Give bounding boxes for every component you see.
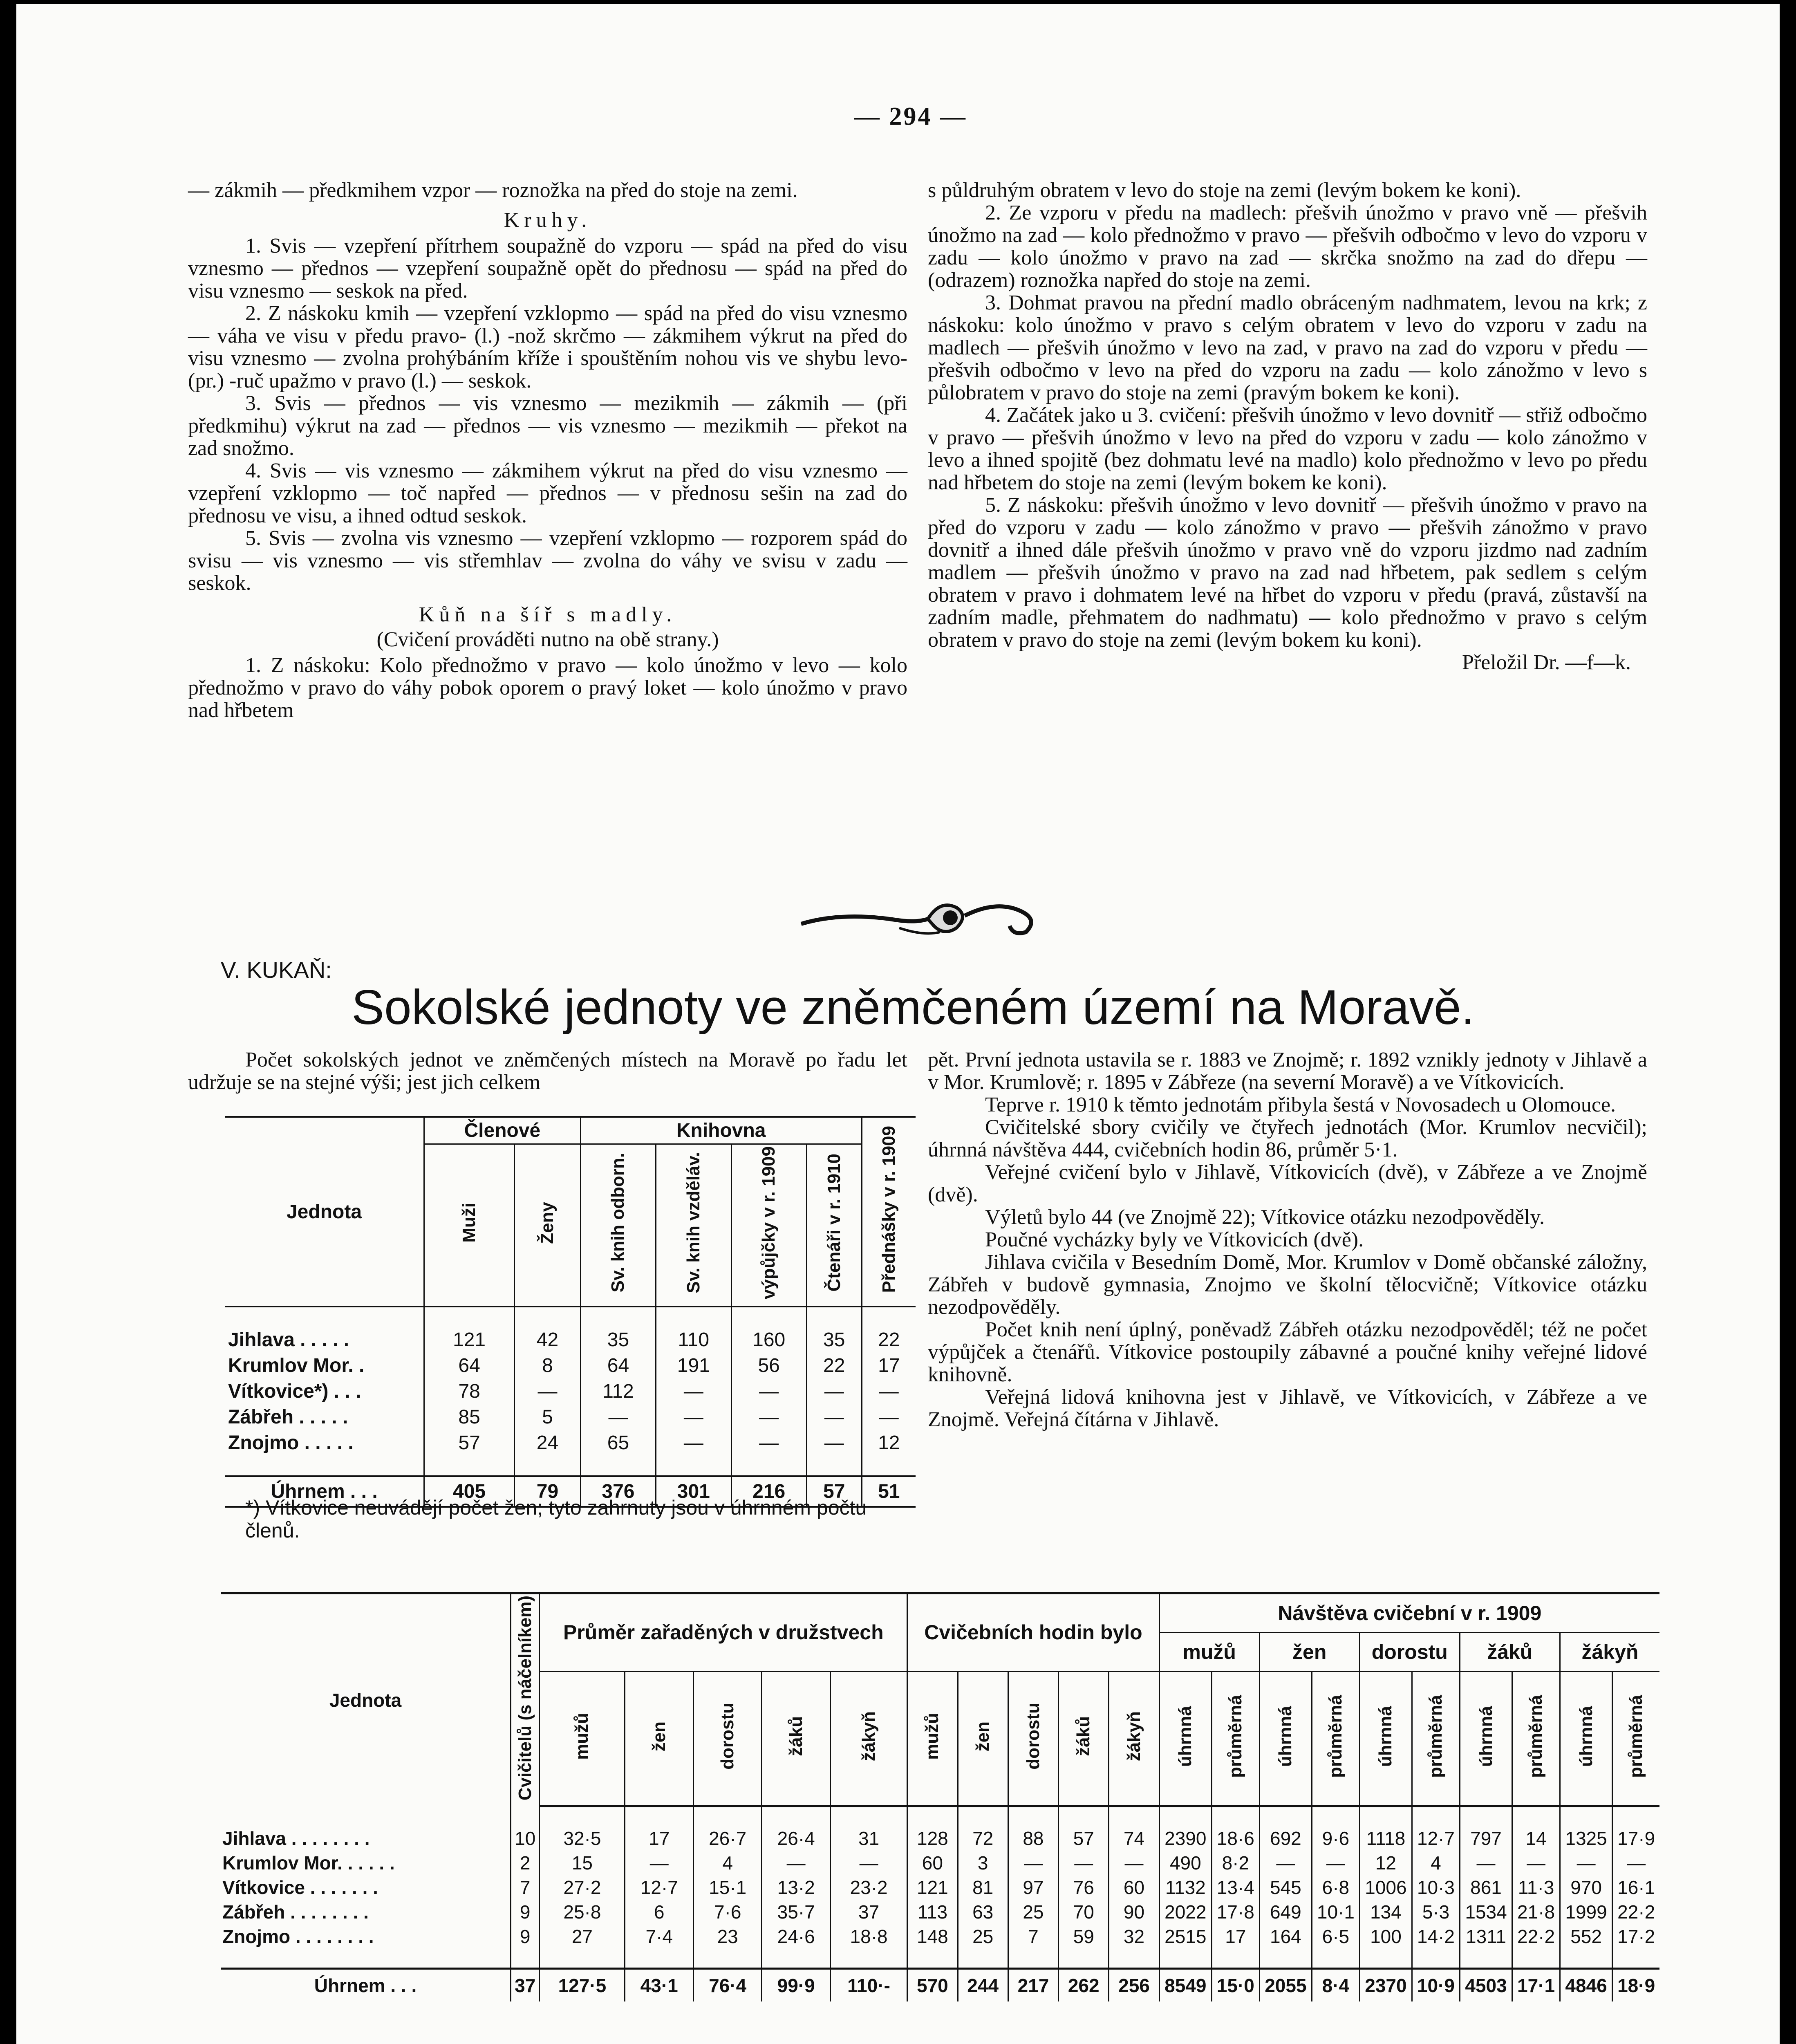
column-header: úhrnná bbox=[1359, 1671, 1412, 1806]
table-cell: 545 bbox=[1259, 1875, 1312, 1900]
column-header: mužů bbox=[907, 1671, 958, 1806]
section-subheading: (Cvičení prováděti nutno na obě strany.) bbox=[376, 628, 719, 651]
right-column-top bbox=[928, 179, 1647, 874]
table-cell: 128 bbox=[907, 1826, 958, 1851]
table-cell: 24·6 bbox=[762, 1924, 830, 1949]
table-cell: 7 bbox=[511, 1875, 540, 1900]
table-cell: 6·5 bbox=[1312, 1924, 1360, 1949]
table-cell: 25 bbox=[958, 1924, 1008, 1949]
table-cell: — bbox=[1560, 1851, 1612, 1875]
column-header: žáků bbox=[1059, 1671, 1109, 1806]
table-cell: 18·9 bbox=[1612, 1968, 1659, 2001]
table-cell: 15·0 bbox=[1212, 1968, 1259, 2001]
column-header: průměrná bbox=[1212, 1671, 1259, 1806]
table-cell: 797 bbox=[1460, 1826, 1512, 1851]
column-header-hodin: Cvičebních hodin bylo bbox=[907, 1594, 1159, 1672]
table-cell: 60 bbox=[1109, 1875, 1159, 1900]
table-cell: 3 bbox=[958, 1851, 1008, 1875]
table-cell: 72 bbox=[958, 1826, 1008, 1851]
table-cell: 1006 bbox=[1359, 1875, 1412, 1900]
table-cell: 8·2 bbox=[1212, 1851, 1259, 1875]
table-cell: 17 bbox=[625, 1826, 693, 1851]
table-cell: 26·7 bbox=[693, 1826, 761, 1851]
column-header: průměrná bbox=[1512, 1671, 1560, 1806]
ornament-divider-icon bbox=[793, 883, 1046, 948]
table-cell: — bbox=[1109, 1851, 1159, 1875]
column-header: žen bbox=[625, 1671, 693, 1806]
section-heading-kun: Kůň na šíř s madly. bbox=[419, 603, 677, 626]
row-label: Krumlov Mor. . . . . . bbox=[222, 1852, 395, 1874]
table-cell: 256 bbox=[1109, 1968, 1159, 2001]
table-cell: 649 bbox=[1259, 1900, 1312, 1924]
table-cell: 27·2 bbox=[540, 1875, 625, 1900]
table-cell: 9 bbox=[511, 1924, 540, 1949]
column-header-cvicitelu: Cvičitelů (s náčelníkem) bbox=[511, 1594, 540, 1806]
column-header-navsteva: Návštěva cvičební v r. 1909 bbox=[1159, 1594, 1659, 1633]
paragraph: Veřejná lidová knihovna jest v Jihlavě, ve Vítkovicích, v Zábřeze a ve Znojmě. Veřejná čítárna v Jihlavě. bbox=[928, 1385, 1647, 1431]
table-cell: 134 bbox=[1359, 1900, 1412, 1924]
table-cell: — bbox=[762, 1851, 830, 1875]
table-cell: 692 bbox=[1259, 1826, 1312, 1851]
table-cell: 2022 bbox=[1159, 1900, 1212, 1924]
group-header: žákyň bbox=[1560, 1633, 1659, 1672]
paragraph: — zákmih — předkmihem vzpor — roznožka na před do stoje na zemi. bbox=[188, 179, 798, 202]
table-cell: 37 bbox=[830, 1900, 907, 1924]
table-cell: 9·6 bbox=[1312, 1826, 1360, 1851]
paragraph: 4. Začátek jako u 3. cvičení: přešvih únožmo v levo dovnitř — střiž odbočmo v pravo — přešvih únožmo v levo na před do vzporu v zadu — kolo zánožmo v levo a ihned spojitě (bez dohmatu levé na madlo) kolo přednožmo v levo po předu nad hřbetem do stoje na zemi (levým bokem ke koni). bbox=[928, 403, 1647, 494]
table-cell: — bbox=[1612, 1851, 1659, 1875]
column-header: úhrnná bbox=[1460, 1671, 1512, 1806]
article-author: V. KUKAŇ: bbox=[221, 957, 332, 983]
paragraph: 2. Z náskoku kmih — vzepření vzklopmo — spád na před do visu vznesmo — váha ve visu v předu pravo- (l.) -nož skrčmo — zákmihem výkrut na před do visu vznesmo — zvolna prohýbáním kříže i spouštěním nohou vis ve shybu levo- (pr.) -ruč upažmo v pravo (l.) — seskok. bbox=[188, 302, 907, 392]
paragraph: 2. Ze vzporu v předu na madlech: přešvih únožmo v pravo vně — přešvih únožmo na zad — kolo přednožmo v pravo — přešvih odbočmo v levo do vzporu v zadu — kolo únožmo v pravo na zad — skrčka snožmo na zad do dřepu — (odrazem) roznožka napřed do stoje na zemi. bbox=[928, 201, 1647, 292]
row-label: Znojmo . . . . . . . . bbox=[222, 1925, 374, 1947]
table-cell: 570 bbox=[907, 1968, 958, 2001]
table-cell: 11·3 bbox=[1512, 1875, 1560, 1900]
table-row: Jihlava . . . . . 121 42 35 110 160 35 22 bbox=[225, 1327, 916, 1353]
table-cell: 70 bbox=[1059, 1900, 1109, 1924]
table-cell: 14 bbox=[1512, 1826, 1560, 1851]
paragraph: 3. Svis — přednos — vis vznesmo — mezikmih — zákmih — (při předkmihu) výkrut na zad — přednos — vis vznesmo — mezikmih — překot na zad snožmo. bbox=[188, 392, 907, 460]
section-heading-kruhy: Kruhy. bbox=[504, 208, 592, 232]
column-header-prednasky: Přednášky v r. 1909 bbox=[862, 1117, 916, 1307]
exercise-attendance-table bbox=[221, 1592, 1659, 2001]
table-cell: 25 bbox=[1008, 1900, 1058, 1924]
column-header: Čtenáři v r. 1910 bbox=[806, 1144, 862, 1307]
table-cell: 1311 bbox=[1460, 1924, 1512, 1949]
column-header: průměrná bbox=[1612, 1671, 1659, 1806]
table-cell: 2515 bbox=[1159, 1924, 1212, 1949]
table-cell: 26·4 bbox=[762, 1826, 830, 1851]
column-header: žen bbox=[958, 1671, 1008, 1806]
table-cell: 6 bbox=[625, 1900, 693, 1924]
column-header: dorostu bbox=[1008, 1671, 1058, 1806]
table-cell: 100 bbox=[1359, 1924, 1412, 1949]
column-header-jednota: Jednota bbox=[221, 1594, 511, 1806]
paragraph: Počet sokolských jednot ve zněmčených místech na Moravě po řadu let udržuje se na stejné výši; jest jich celkem bbox=[188, 1048, 907, 1094]
page-number: — 294 — bbox=[854, 103, 967, 130]
table-row bbox=[221, 1900, 1659, 1924]
table-cell: 60 bbox=[907, 1851, 958, 1875]
table-cell: 63 bbox=[958, 1900, 1008, 1924]
table-cell: 861 bbox=[1460, 1875, 1512, 1900]
paragraph: 4. Svis — vis vznesmo — zákmihem výkrut na před do visu vznesmo — vzepření vzklopmo — toč napřed — přednos — v přednosu sešin na zad do přednosu ve visu, a ihned odtud seskok. bbox=[188, 459, 907, 527]
table-cell: 21·8 bbox=[1512, 1900, 1560, 1924]
table-total-row bbox=[221, 1968, 1659, 2001]
table-cell: 2055 bbox=[1259, 1968, 1312, 2001]
group-header: mužů bbox=[1159, 1633, 1259, 1672]
column-header: Muži bbox=[424, 1144, 515, 1307]
table-cell: 10·1 bbox=[1312, 1900, 1360, 1924]
table-cell: 1534 bbox=[1460, 1900, 1512, 1924]
table-cell: 13·4 bbox=[1212, 1875, 1259, 1900]
paragraph: Teprve r. 1910 k těmto jednotám přibyla šestá v Novosadech u Olomouce. bbox=[985, 1093, 1616, 1116]
signature-line: Přeložil Dr. —f—k. bbox=[1462, 651, 1631, 674]
table-cell: 5·3 bbox=[1412, 1900, 1460, 1924]
table-cell: 12·7 bbox=[625, 1875, 693, 1900]
paragraph: 1. Z náskoku: Kolo přednožmo v pravo — kolo únožmo v levo — kolo přednožmo v pravo do váhy pobok oporem o pravý loket — kolo únožmo v pravo nad hřbetem bbox=[188, 654, 907, 722]
table-cell: 4503 bbox=[1460, 1968, 1512, 2001]
table-cell: 7·4 bbox=[625, 1924, 693, 1949]
document-page bbox=[16, 4, 1780, 2044]
table-cell: 35·7 bbox=[762, 1900, 830, 1924]
paragraph: s půldruhým obratem v levo do stoje na zemi (levým bokem ke koni). bbox=[928, 179, 1521, 202]
table-cell: 27 bbox=[540, 1924, 625, 1949]
table-cell: 13·2 bbox=[762, 1875, 830, 1900]
table-cell: 16·1 bbox=[1612, 1875, 1659, 1900]
table-cell: 22·2 bbox=[1612, 1900, 1659, 1924]
table-cell: 32 bbox=[1109, 1924, 1159, 1949]
table-cell: — bbox=[830, 1851, 907, 1875]
table-cell: 97 bbox=[1008, 1875, 1058, 1900]
table-cell: 74 bbox=[1109, 1826, 1159, 1851]
column-header-clenove: Členové bbox=[424, 1117, 581, 1144]
table-row: Zábřeh . . . . . 85 5 — — — — — bbox=[225, 1404, 916, 1430]
paragraph: Počet knih není úplný, poněvadž Zábřeh otázku nezodpověděl; též ne počet výpůjček a čtenářů. Vítkovice postoupily zábavné a poučné knihy veřejné lidové knihovně. bbox=[928, 1318, 1647, 1386]
column-header: výpůjčky v r. 1909 bbox=[731, 1144, 806, 1307]
column-header: úhrnná bbox=[1259, 1671, 1312, 1806]
table-cell: — bbox=[1460, 1851, 1512, 1875]
table-cell: 164 bbox=[1259, 1924, 1312, 1949]
table-cell: 113 bbox=[907, 1900, 958, 1924]
column-header: žáků bbox=[762, 1671, 830, 1806]
table-cell: 127·5 bbox=[540, 1968, 625, 2001]
table-cell: 15 bbox=[540, 1851, 625, 1875]
table-cell: 6·8 bbox=[1312, 1875, 1360, 1900]
table-cell: — bbox=[1259, 1851, 1312, 1875]
table-row: Vítkovice*) . . . 78 — 112 — — — — bbox=[225, 1378, 916, 1404]
table-cell: 9 bbox=[511, 1900, 540, 1924]
column-header: dorostu bbox=[693, 1671, 761, 1806]
table-cell: 2390 bbox=[1159, 1826, 1212, 1851]
table-cell: 25·8 bbox=[540, 1900, 625, 1924]
table-cell: 17·9 bbox=[1612, 1826, 1659, 1851]
left-column-intro bbox=[188, 1049, 907, 1114]
table-cell: 81 bbox=[958, 1875, 1008, 1900]
table-cell: 1132 bbox=[1159, 1875, 1212, 1900]
group-header: žáků bbox=[1460, 1633, 1560, 1672]
table-cell: 4 bbox=[1412, 1851, 1460, 1875]
table-cell: 14·2 bbox=[1412, 1924, 1460, 1949]
table-total-row: Úhrnem . . . 405 79 376 301 216 57 51 bbox=[225, 1476, 916, 1507]
table-cell: 12 bbox=[1359, 1851, 1412, 1875]
row-label: Zábřeh . . . . . . . . bbox=[222, 1901, 369, 1923]
group-header: žen bbox=[1259, 1633, 1359, 1672]
column-header-jednota: Jednota bbox=[225, 1117, 424, 1307]
table-row bbox=[221, 1924, 1659, 1949]
column-header: průměrná bbox=[1412, 1671, 1460, 1806]
table-cell: 10·3 bbox=[1412, 1875, 1460, 1900]
table-cell: 7·6 bbox=[693, 1900, 761, 1924]
paragraph: Cvičitelské sbory cvičily ve čtyřech jednotách (Mor. Krumlov necvičil); úhrnná návštěva 444, cvičebních hodin 86, průměr 5·1. bbox=[928, 1116, 1647, 1161]
table-cell: 262 bbox=[1059, 1968, 1109, 2001]
table-cell: 90 bbox=[1109, 1900, 1159, 1924]
table-row bbox=[221, 1826, 1659, 1851]
column-header: úhrnná bbox=[1159, 1671, 1212, 1806]
table-cell: 99·9 bbox=[762, 1968, 830, 2001]
table-cell: 32·5 bbox=[540, 1826, 625, 1851]
group-header: dorostu bbox=[1359, 1633, 1460, 1672]
table-cell: 43·1 bbox=[625, 1968, 693, 2001]
table-cell: — bbox=[1512, 1851, 1560, 1875]
column-header-knihovna: Knihovna bbox=[580, 1117, 862, 1144]
table-cell: 17 bbox=[1212, 1924, 1259, 1949]
table-footnote: *) Vítkovice neuvádějí počet žen; tyto zahrnuty jsou v úhrnném počtu členů. bbox=[245, 1496, 867, 1542]
table-cell: 18·6 bbox=[1212, 1826, 1259, 1851]
table-cell: 490 bbox=[1159, 1851, 1212, 1875]
table-cell: 18·8 bbox=[830, 1924, 907, 1949]
column-header-prumer: Průměr zařaděných v družstvech bbox=[540, 1594, 907, 1672]
table-cell: 59 bbox=[1059, 1924, 1109, 1949]
table-cell: 1999 bbox=[1560, 1900, 1612, 1924]
table-cell: 8·4 bbox=[1312, 1968, 1360, 2001]
paragraph: pět. První jednota ustavila se r. 1883 ve Znojmě; r. 1892 vznikly jednoty v Jihlavě a v Mor. Krumlově; r. 1895 v Zábřeze (na severní Moravě) a ve Vítkovicích. bbox=[928, 1048, 1647, 1094]
table-cell: 2370 bbox=[1359, 1968, 1412, 2001]
table-cell: 76 bbox=[1059, 1875, 1109, 1900]
left-column-top bbox=[188, 179, 907, 874]
table-cell: 110·- bbox=[830, 1968, 907, 2001]
table-cell: 4846 bbox=[1560, 1968, 1612, 2001]
paragraph: 1. Svis — vzepření přítrhem soupažně do vzporu — spád na před do visu vznesmo — přednos — vzepření soupažně opět do přednosu — spád na před do visu vznesmo — seskok na před. bbox=[188, 234, 907, 303]
table-cell: 148 bbox=[907, 1924, 958, 1949]
column-header: průměrná bbox=[1312, 1671, 1360, 1806]
table-cell: 31 bbox=[830, 1826, 907, 1851]
table-cell: 1325 bbox=[1560, 1826, 1612, 1851]
table-cell: 17·1 bbox=[1512, 1968, 1560, 2001]
paragraph: Poučné vycházky byly ve Vítkovicích (dvě). bbox=[985, 1228, 1364, 1251]
column-header: Sv. knih odborn. bbox=[580, 1144, 656, 1307]
row-label: Úhrnem . . . bbox=[221, 1968, 511, 2001]
column-header: Sv. knih vzděláv. bbox=[656, 1144, 731, 1307]
table-cell: 10·9 bbox=[1412, 1968, 1460, 2001]
table-row: Krumlov Mor. . 64 8 64 191 56 22 17 bbox=[225, 1353, 916, 1378]
column-header: úhrnná bbox=[1560, 1671, 1612, 1806]
table-cell: 244 bbox=[958, 1968, 1008, 2001]
article-title: Sokolské jednoty ve zněmčeném území na Moravě. bbox=[352, 980, 1475, 1035]
table-cell: 10 bbox=[511, 1826, 540, 1851]
column-header: mužů bbox=[540, 1671, 625, 1806]
paragraph: 5. Z náskoku: přešvih únožmo v levo dovnitř — přešvih únožmo v pravo na před do vzporu v zadu — kolo zánožmo v pravo — přešvih zánožmo v pravo dovnitř a ihned dále přešvih únožmo v pravo vně do vzporu jizdmo nad zadním madlem — přešvih únožmo v pravo na zad nad hřbetem, pak sedlem s celým obratem v pravo i dohmatem levé na hřbet do vzporu v předu (pravá, zůstavší na zadním madle, přehmatem do nadhmatu) — kolo přednožmo v pravo s celým obratem v pravo do stoje na zemi (levým bokem ku koni). bbox=[928, 493, 1647, 652]
table-row bbox=[221, 1875, 1659, 1900]
table-cell: 7 bbox=[1008, 1924, 1058, 1949]
table-row bbox=[221, 1851, 1659, 1875]
table-cell: 76·4 bbox=[693, 1968, 761, 2001]
table-row: Znojmo . . . . . 57 24 65 — — — 12 bbox=[225, 1430, 916, 1456]
row-label: Jihlava . . . . . . . . bbox=[222, 1827, 370, 1849]
table-cell: 23·2 bbox=[830, 1875, 907, 1900]
table-cell: 22·2 bbox=[1512, 1924, 1560, 1949]
table-cell: 4 bbox=[693, 1851, 761, 1875]
column-header: žákyň bbox=[830, 1671, 907, 1806]
table-cell: 8549 bbox=[1159, 1968, 1212, 2001]
table-cell: — bbox=[1059, 1851, 1109, 1875]
table-cell: 23 bbox=[693, 1924, 761, 1949]
right-column-mid bbox=[928, 1049, 1647, 1555]
table-cell: 57 bbox=[1059, 1826, 1109, 1851]
table-cell: 121 bbox=[907, 1875, 958, 1900]
table-cell: 17·8 bbox=[1212, 1900, 1259, 1924]
table-cell: 88 bbox=[1008, 1826, 1058, 1851]
table-cell: 12·7 bbox=[1412, 1826, 1460, 1851]
paragraph: 5. Svis — zvolna vis vznesmo — vzepření vzklopmo — rozporem spád do svisu — vis vznesmo — vis střemhlav — zvolna do váhy ve svisu v zadu — seskok. bbox=[188, 527, 907, 595]
table-cell: — bbox=[1312, 1851, 1360, 1875]
table-cell: 1118 bbox=[1359, 1826, 1412, 1851]
paragraph: Výletů bylo 44 (ve Znojmě 22); Vítkovice otázku nezodpověděly. bbox=[985, 1206, 1545, 1229]
row-label: Vítkovice . . . . . . . bbox=[222, 1876, 378, 1898]
table-cell: 970 bbox=[1560, 1875, 1612, 1900]
column-header: Ženy bbox=[515, 1144, 581, 1307]
table-cell: 17·2 bbox=[1612, 1924, 1659, 1949]
table-cell: 2 bbox=[511, 1851, 540, 1875]
table-cell: 552 bbox=[1560, 1924, 1612, 1949]
table-cell: 15·1 bbox=[693, 1875, 761, 1900]
table-cell: 217 bbox=[1008, 1968, 1058, 2001]
paragraph: 3. Dohmat pravou na přední madlo obráceným nadhmatem, levou na krk; z náskoku: kolo únožmo v pravo s celým obratem v levo do vzporu v zadu na madlech — přešvih únožmo v levo na zad, v pravo na zad do vzporu v předu — přešvih odbočmo v levo na před do vzporu na zadu — kolo zánožmo v levo s půlobratem v pravo do stoje na zemi (pravým bokem ke koni). bbox=[928, 291, 1647, 404]
table-cell: 37 bbox=[511, 1968, 540, 2001]
column-header: žákyň bbox=[1109, 1671, 1159, 1806]
paragraph: Jihlava cvičila v Besedním Domě, Mor. Krumlov v Domě občanské záložny, Zábřeh v budově gymnasia, Znojmo ve školní tělocvičně; Vítkovice otázku nezodpověděly. bbox=[928, 1251, 1647, 1319]
members-library-table bbox=[225, 1116, 916, 1508]
table-cell: — bbox=[1008, 1851, 1058, 1875]
paragraph: Veřejné cvičení bylo v Jihlavě, Vítkovicích (dvě), v Zábřeze a ve Znojmě (dvě). bbox=[928, 1161, 1647, 1206]
table-cell: — bbox=[625, 1851, 693, 1875]
